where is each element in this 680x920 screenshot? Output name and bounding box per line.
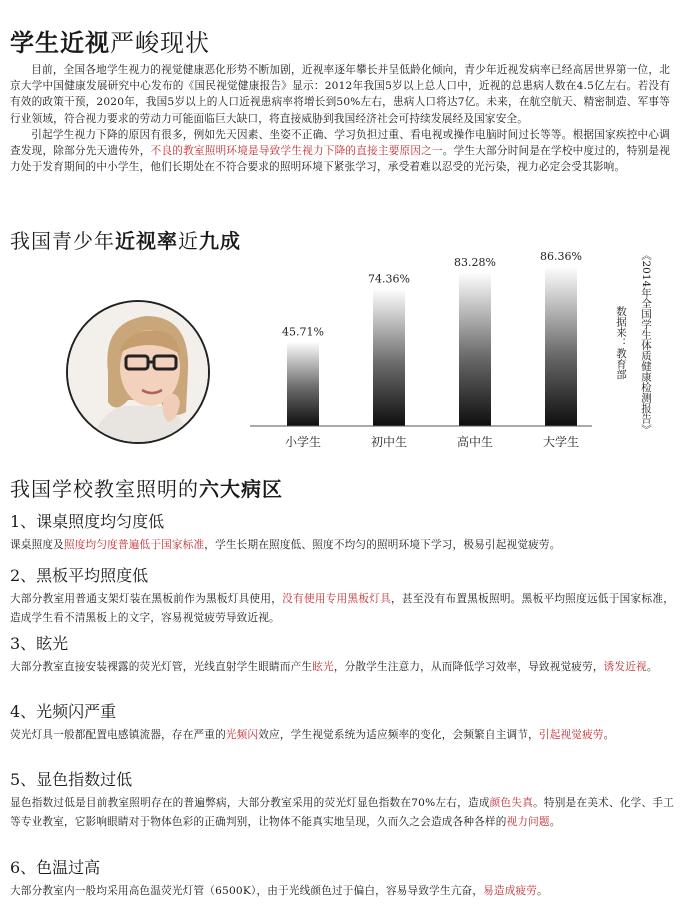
section-1-highlight: 照度均匀度普遍低于国家标准 (63, 539, 205, 551)
intro-paragraph-2 (10, 127, 670, 176)
section-3-highlight-2: 诱发近视 (603, 661, 647, 673)
section-2-text (10, 590, 674, 628)
section-4-text-a: 荧光灯具一般都配置电感镇流器，存在严重的 (10, 729, 226, 741)
intro-p2-start: 引起学生视力下降的原因有很多，例如先天因素、坐姿不正确、学习负担过重、看电视或操作电脑时间过长等等。根据国家疾控中心调查发现，除部分先天遗传外， (10, 128, 670, 158)
section-1-text-a: 课桌照度及 (10, 539, 64, 551)
bar-value-label-3: 83.28% (454, 255, 496, 269)
page-title (10, 28, 210, 58)
section-5-title: 5、显色指数过低 (10, 770, 133, 789)
chart-heading-bold1: 近视率 (115, 229, 178, 253)
section-5-text-a: 显色指数过低是目前教室照明存在的普遍弊病，大部分教室采用的荧光灯显色指数在70%左右，造成 (10, 797, 490, 809)
intro-paragraph-1: 目前，全国各地学生视力的视觉健康恶化形势不断加剧，近视率逐年攀长并呈低龄化倾向，青少年近视发病率已经高居世界第一位，北京大学中国健康发展研究中心发布的《国民视觉健康报告》显示：2012年我国5岁以上总人口中，近视的总患病人数在4.5亿左右。若没有有效的政策干预，2020年，我国5岁以上的人口近视患病率将增长到50%左右，患病人口将达7亿。未来，在航空航天、精密制造、军事等行业领域，符合视力要求的劳动力可能面临巨大缺口，将直接威胁到我国经济社会可持续发展经及国家安全。 (10, 64, 670, 125)
intro-p2-highlight: 不良的教室照明环境是导致学生视力下降的直接主要原因之一 (150, 145, 443, 158)
section-6-text-a: 大部分教室内一般均采用高色温荧光灯管（6500K），由于光线颜色过于偏白，容易导致学生亢奋， (10, 885, 484, 897)
lighting-heading-pre: 我国学校教室照明的 (10, 477, 199, 501)
section-2-title: 2、黑板平均照度低 (10, 566, 149, 585)
bar-value-label-2: 74.36% (368, 272, 410, 286)
category-label-4: 大学生 (542, 435, 580, 449)
section-2 (10, 566, 674, 628)
section-3-text (10, 658, 674, 677)
lighting-heading-bold: 六大病区 (199, 477, 283, 501)
section-1-title: 1、课桌照度均匀度低 (10, 512, 165, 531)
intro-text (10, 62, 670, 175)
category-label-2: 初中生 (370, 435, 408, 449)
section-4-title: 4、光频闪严重 (10, 702, 117, 721)
section-3-highlight-1: 眩光 (312, 661, 334, 673)
section-4-text (10, 726, 674, 745)
section-2-highlight: 没有使用专用黑板灯具 (282, 593, 392, 605)
section-6-highlight: 易造成疲劳 (483, 885, 538, 897)
section-5 (10, 770, 674, 832)
section-3-title: 3、眩光 (10, 634, 69, 653)
section-2-text-a: 大部分教室用普通支架灯装在黑板前作为黑板灯具使用， (10, 593, 283, 605)
bar-value-label-1: 45.71% (282, 325, 324, 339)
section-6 (10, 858, 674, 901)
section-3 (10, 634, 674, 677)
category-label-3: 高中生 (456, 435, 494, 449)
section-3-text-a: 大部分教室直接安装裸露的荧光灯管，光线直射学生眼睛而产生 (10, 661, 313, 673)
data-source-note: 数据来：教育部 (615, 306, 627, 380)
section-5-highlight-1: 颜色失真 (489, 797, 534, 809)
section-1-text (10, 536, 674, 555)
woman-with-glasses-illustration (68, 302, 208, 442)
section-5-text (10, 794, 674, 832)
report-source-note: 《2014年全国学生体质健康检测报告》 (640, 250, 652, 435)
section-1-text-b: ，学生长期在照度低、照度不均匀的照明环境下学习，极易引起视觉疲劳。 (204, 539, 561, 551)
section-5-text-b: 。特别是在美术、化学、手工等专业教室，它影响眼睛对于物体色彩的正确判别，让物体不能真实地呈现，久而久之会造成各种各样的 (10, 797, 674, 828)
page-title-bold: 学生近视 (10, 28, 110, 57)
section-4-highlight-2: 引起视觉疲劳 (538, 729, 604, 741)
student-portrait-image (66, 300, 210, 444)
chart-heading (10, 228, 241, 254)
section-5-highlight-2: 视力问题 (506, 816, 550, 828)
category-label-1: 小学生 (284, 435, 322, 449)
intro-p2-end: 。学生大部分时间是在学校中度过的，特别是视力处于发育期间的中小学生，他们长期处在不符合要求的照明环境下紧张学习，承受着难以忍受的光污染，视力必定会受其影响。 (10, 145, 670, 174)
page-title-rest: 严峻现状 (110, 29, 210, 57)
section-6-text (10, 882, 674, 901)
chart-heading-mid: 近 (178, 229, 199, 253)
chart-heading-pre: 我国青少年 (10, 229, 115, 253)
section-6-text-b: 。 (537, 885, 548, 897)
myopia-rate-bar-chart (250, 250, 610, 460)
bar-value-label-4: 86.36% (540, 250, 582, 264)
section-4-text-c: 。 (603, 729, 615, 741)
bar-1 (287, 341, 319, 426)
section-4 (10, 702, 674, 745)
classroom-lighting-heading (10, 476, 283, 502)
section-2-text-b: ，甚至没有布置黑板照明。黑板平均照度远低于国家标准，造成学生看不清黑板上的文字，容易视觉疲劳导致近视。 (10, 593, 675, 624)
bar-3 (459, 272, 491, 426)
section-6-title: 6、色温过高 (10, 858, 101, 877)
bar-2 (373, 288, 405, 426)
section-3-text-b: ，分散学生注意力，从而降低学习效率，导致视觉疲劳， (333, 661, 604, 673)
section-4-text-b: 效应，学生视觉系统为适应频率的变化，会频繁自主调节， (258, 729, 539, 741)
section-5-text-c: 。 (549, 816, 561, 828)
chart-heading-bold2: 九成 (199, 229, 241, 253)
bar-4 (545, 266, 577, 426)
section-4-highlight-1: 光频闪 (225, 729, 259, 741)
section-1 (10, 512, 674, 555)
section-3-text-c: 。 (646, 661, 658, 673)
